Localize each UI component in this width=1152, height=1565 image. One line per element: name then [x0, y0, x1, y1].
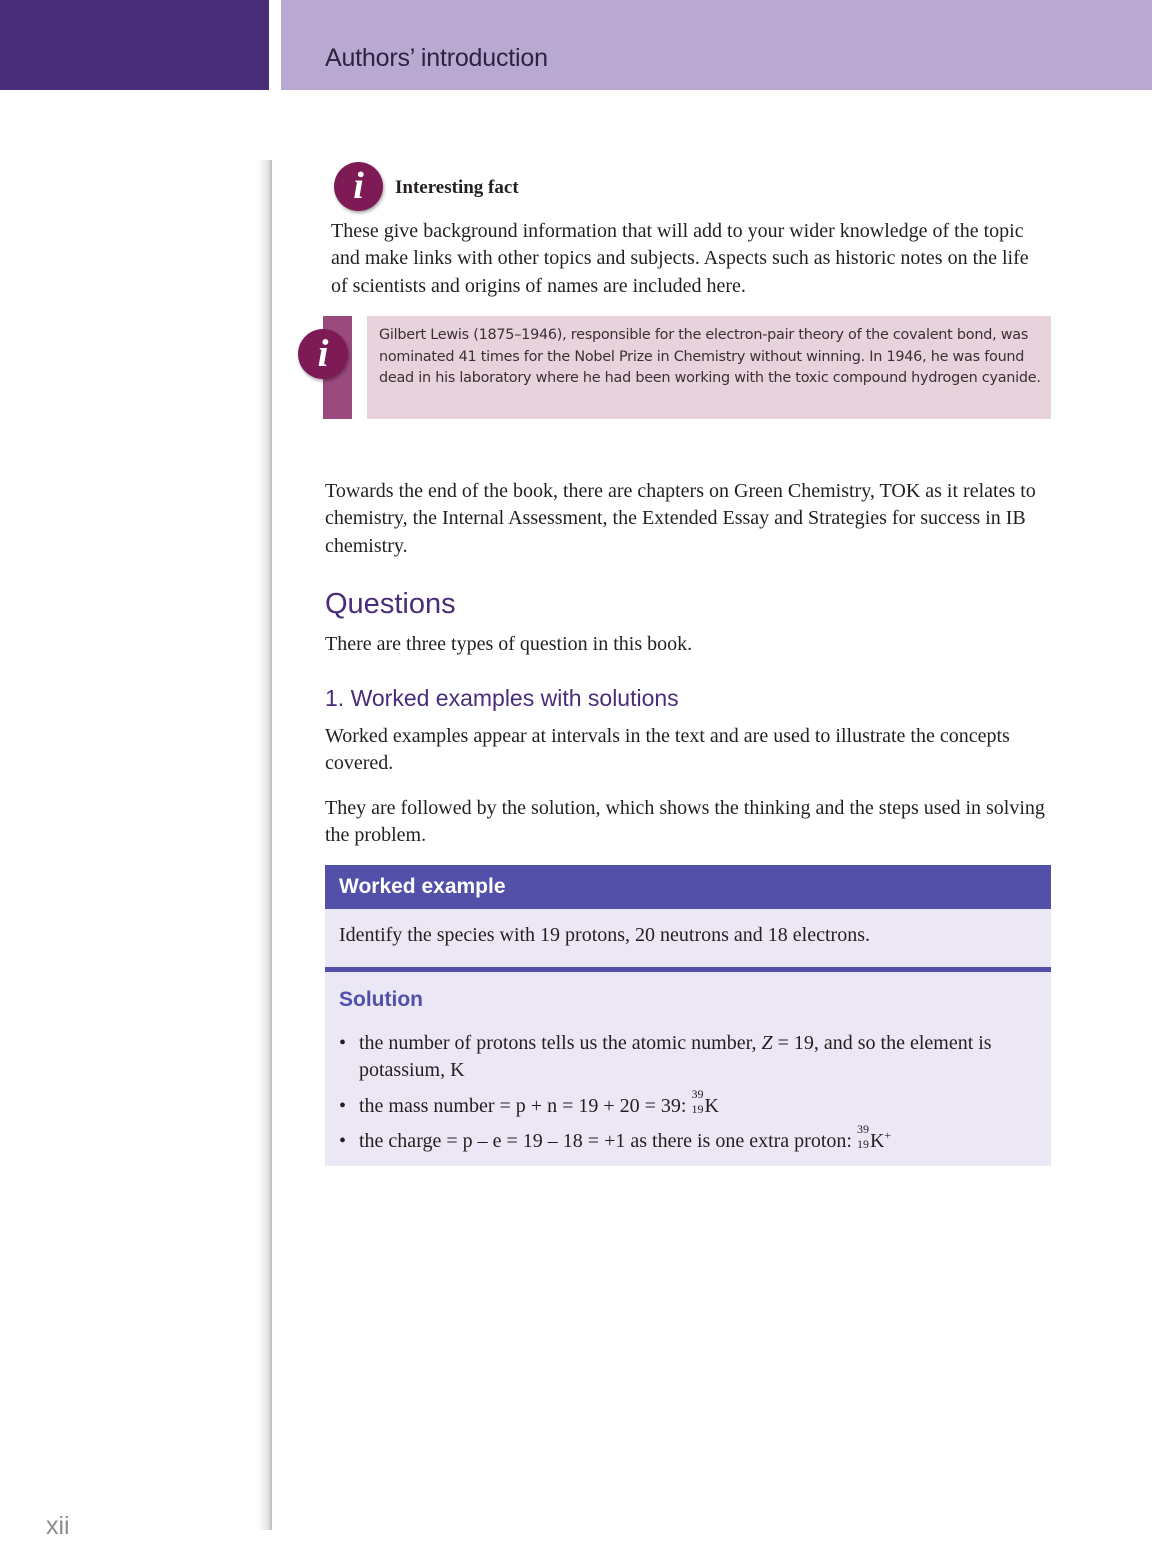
atomic-number: 19 [856, 1136, 869, 1151]
bullet-text: the mass number = p + n = 19 + 20 = 39: [359, 1094, 692, 1117]
bullet-text: = 19, and so the element is potassium, K [359, 1032, 992, 1082]
page-number: xii [46, 1512, 70, 1540]
page-header-title: Authors’ introduction [325, 44, 548, 72]
atomic-number: 19 [691, 1101, 704, 1116]
fact-box-text: Gilbert Lewis (1875–1946), responsible for the electron-pair theory of the covalent bond, was nominated 41 times for the Nobel Prize in Chemistry without winning. In 1946, he was found dead in his laboratory where he had been working with the toxic compound hydrogen cyanide. [379, 327, 1041, 387]
header-accent-block [0, 0, 269, 90]
page-gutter-shadow [258, 160, 272, 1530]
bullet-icon: • [339, 1032, 347, 1054]
interesting-fact-heading: Interesting fact [395, 177, 519, 198]
bullet-icon: • [339, 1129, 347, 1152]
isotope-numbers [856, 1121, 870, 1151]
bullet-icon: • [339, 1094, 347, 1117]
solution-bullet [339, 1030, 1039, 1085]
mass-number: 39 [691, 1086, 704, 1101]
mass-number: 39 [856, 1121, 869, 1136]
worked-examples-paragraph-2: They are followed by the solution, which shows the thinking and the steps used in solving the problem. [325, 797, 1045, 847]
chapters-paragraph: Towards the end of the book, there are chapters on Green Chemistry, TOK as it relates to chemistry, the Internal Assessment, the Extended Essay and Strategies for success in IB chemistry. [325, 480, 1036, 557]
solution-title: Solution [339, 988, 423, 1011]
variable-z: Z [761, 1032, 773, 1054]
worked-examples-heading: 1. Worked examples with solutions [325, 685, 679, 711]
bullet-text: the charge = p – e = 19 – 18 = +1 as there is one extra proton: [359, 1129, 857, 1152]
info-icon: i [334, 162, 383, 211]
element-symbol: K [704, 1094, 719, 1117]
interesting-fact-description: These give background information that will add to your wider knowledge of the topic and make links with other topics and subjects. Aspects such as historic notes on the life of scientists and origins of names are included here. [331, 220, 1029, 297]
interesting-fact-example-box [367, 316, 1051, 419]
info-icon: i [298, 329, 348, 379]
solution-bullet [339, 1086, 1039, 1120]
element-symbol: K [869, 1129, 885, 1152]
solution-box [325, 972, 1051, 1166]
questions-intro: There are three types of question in this book. [325, 633, 693, 655]
questions-heading: Questions [325, 588, 456, 620]
solution-list [339, 1030, 1039, 1163]
solution-bullet [339, 1121, 1039, 1155]
isotope-numbers [691, 1086, 704, 1116]
worked-example-title: Worked example [325, 865, 1051, 909]
worked-examples-paragraph-1: Worked examples appear at intervals in the text and are used to illustrate the concepts covered. [325, 725, 1010, 775]
bullet-text: the number of protons tells us the atomic number, [359, 1032, 762, 1054]
ion-charge: + [884, 1127, 892, 1142]
worked-example-question: Identify the species with 19 protons, 20 neutrons and 18 electrons. [339, 924, 870, 946]
worked-example-question-box [325, 909, 1051, 967]
